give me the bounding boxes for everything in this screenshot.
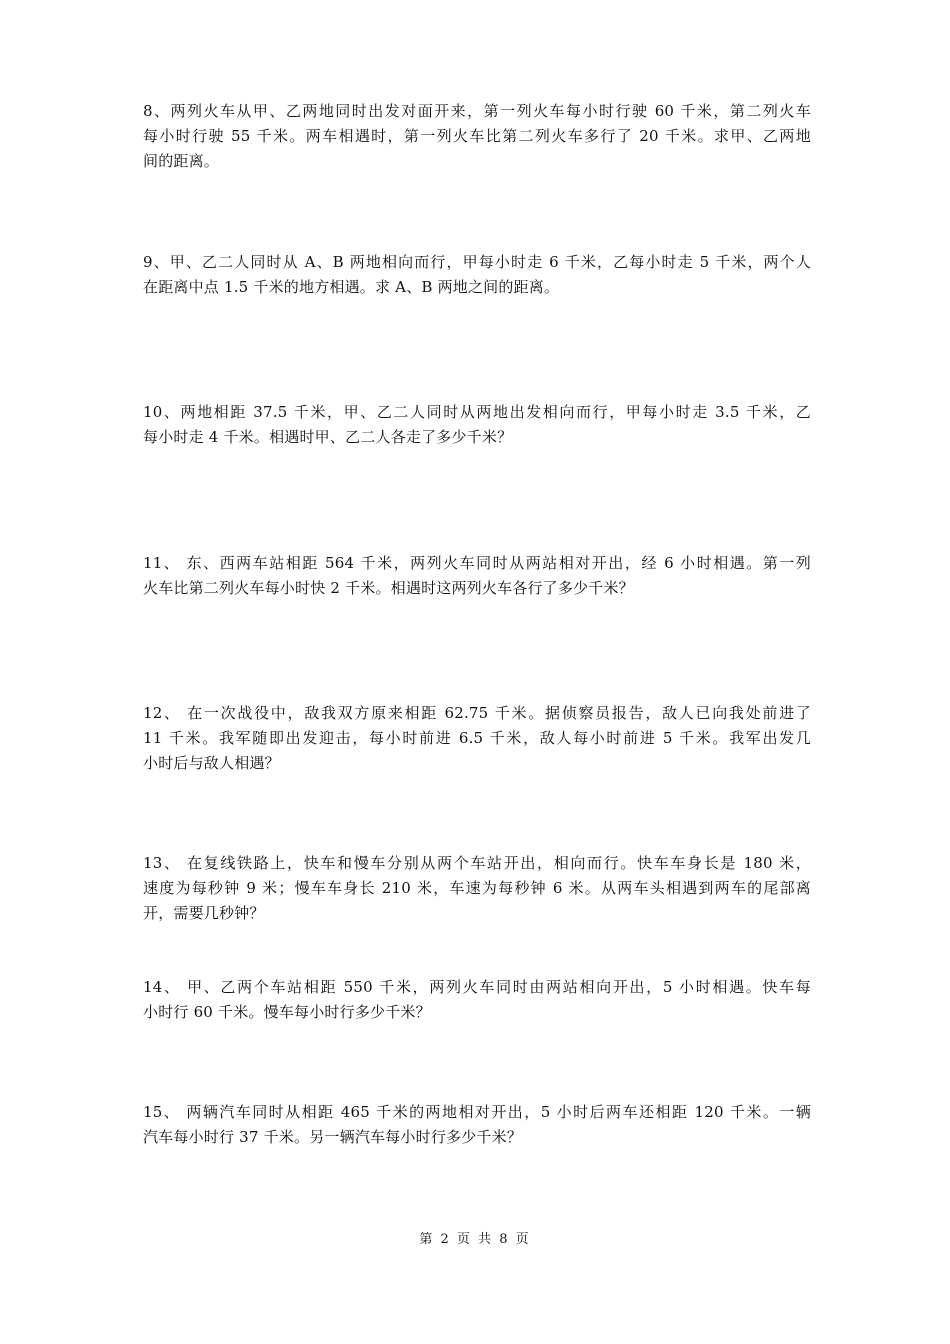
problem-line: 小时行 60 千米。慢车每小时行多少千米？ bbox=[143, 1003, 431, 1021]
problem-line: 14、 甲、乙两个车站相距 550 千米，两列火车同时由两站相向开出，5 小时相遇。快车每 bbox=[143, 978, 811, 996]
problem-line: 火车比第二列火车每小时快 2 千米。相遇时这两列火车各行了多少千米？ bbox=[143, 579, 634, 597]
problem-10 bbox=[143, 400, 811, 450]
problem-line: 开，需要几秒钟？ bbox=[143, 904, 265, 922]
page-number-footer: 第 2 页 共 8 页 bbox=[419, 1232, 531, 1247]
problem-line: 汽车每小时行 37 千米。另一辆汽车每小时行多少千米？ bbox=[143, 1128, 523, 1146]
problem-9 bbox=[143, 250, 811, 300]
problem-12 bbox=[143, 701, 811, 776]
problem-line: 10、两地相距 37.5 千米，甲、乙二人同时从两地出发相向而行，甲每小时走 3.5 千米，乙 bbox=[143, 403, 811, 421]
problem-line: 小时后与敌人相遇？ bbox=[143, 754, 280, 772]
problem-line: 每小时行驶 55 千米。两车相遇时，第一列火车比第二列火车多行了 20 千米。求甲、乙两地 bbox=[143, 127, 811, 145]
problem-line: 在距离中点 1.5 千米的地方相遇。求 A、B 两地之间的距离。 bbox=[143, 278, 560, 296]
problem-15 bbox=[143, 1100, 811, 1150]
problem-line: 13、 在复线铁路上，快车和慢车分别从两个车站开出，相向而行。快车车身长是 180 米， bbox=[143, 854, 811, 872]
problem-14 bbox=[143, 975, 811, 1025]
problem-11 bbox=[143, 551, 811, 601]
problem-line: 速度为每秒钟 9 米；慢车车身长 210 米，车速为每秒钟 6 米。从两车头相遇到两车的尾部离 bbox=[143, 879, 811, 897]
problem-line: 12、 在一次战役中，敌我双方原来相距 62.75 千米。据侦察员报告，敌人已向我处前进了 bbox=[143, 704, 811, 722]
problem-line: 11、 东、西两车站相距 564 千米，两列火车同时从两站相对开出，经 6 小时相遇。第一列 bbox=[143, 554, 811, 572]
problem-13 bbox=[143, 851, 811, 926]
problem-line: 每小时走 4 千米。相遇时甲、乙二人各走了多少千米？ bbox=[143, 428, 513, 446]
problem-line: 9、甲、乙二人同时从 A、B 两地相向而行，甲每小时走 6 千米，乙每小时走 5 千米，两个人 bbox=[143, 253, 811, 271]
problem-line: 8、两列火车从甲、乙两地同时出发对面开来，第一列火车每小时行驶 60 千米，第二列火车 bbox=[143, 102, 811, 120]
problem-line: 11 千米。我军随即出发迎击，每小时前进 6.5 千米，敌人每小时前进 5 千米。我军出发几 bbox=[143, 729, 811, 747]
problem-8 bbox=[143, 99, 811, 174]
problem-line: 间的距离。 bbox=[143, 152, 220, 170]
problem-line: 15、 两辆汽车同时从相距 465 千米的两地相对开出，5 小时后两车还相距 120 千米。一辆 bbox=[143, 1103, 811, 1121]
